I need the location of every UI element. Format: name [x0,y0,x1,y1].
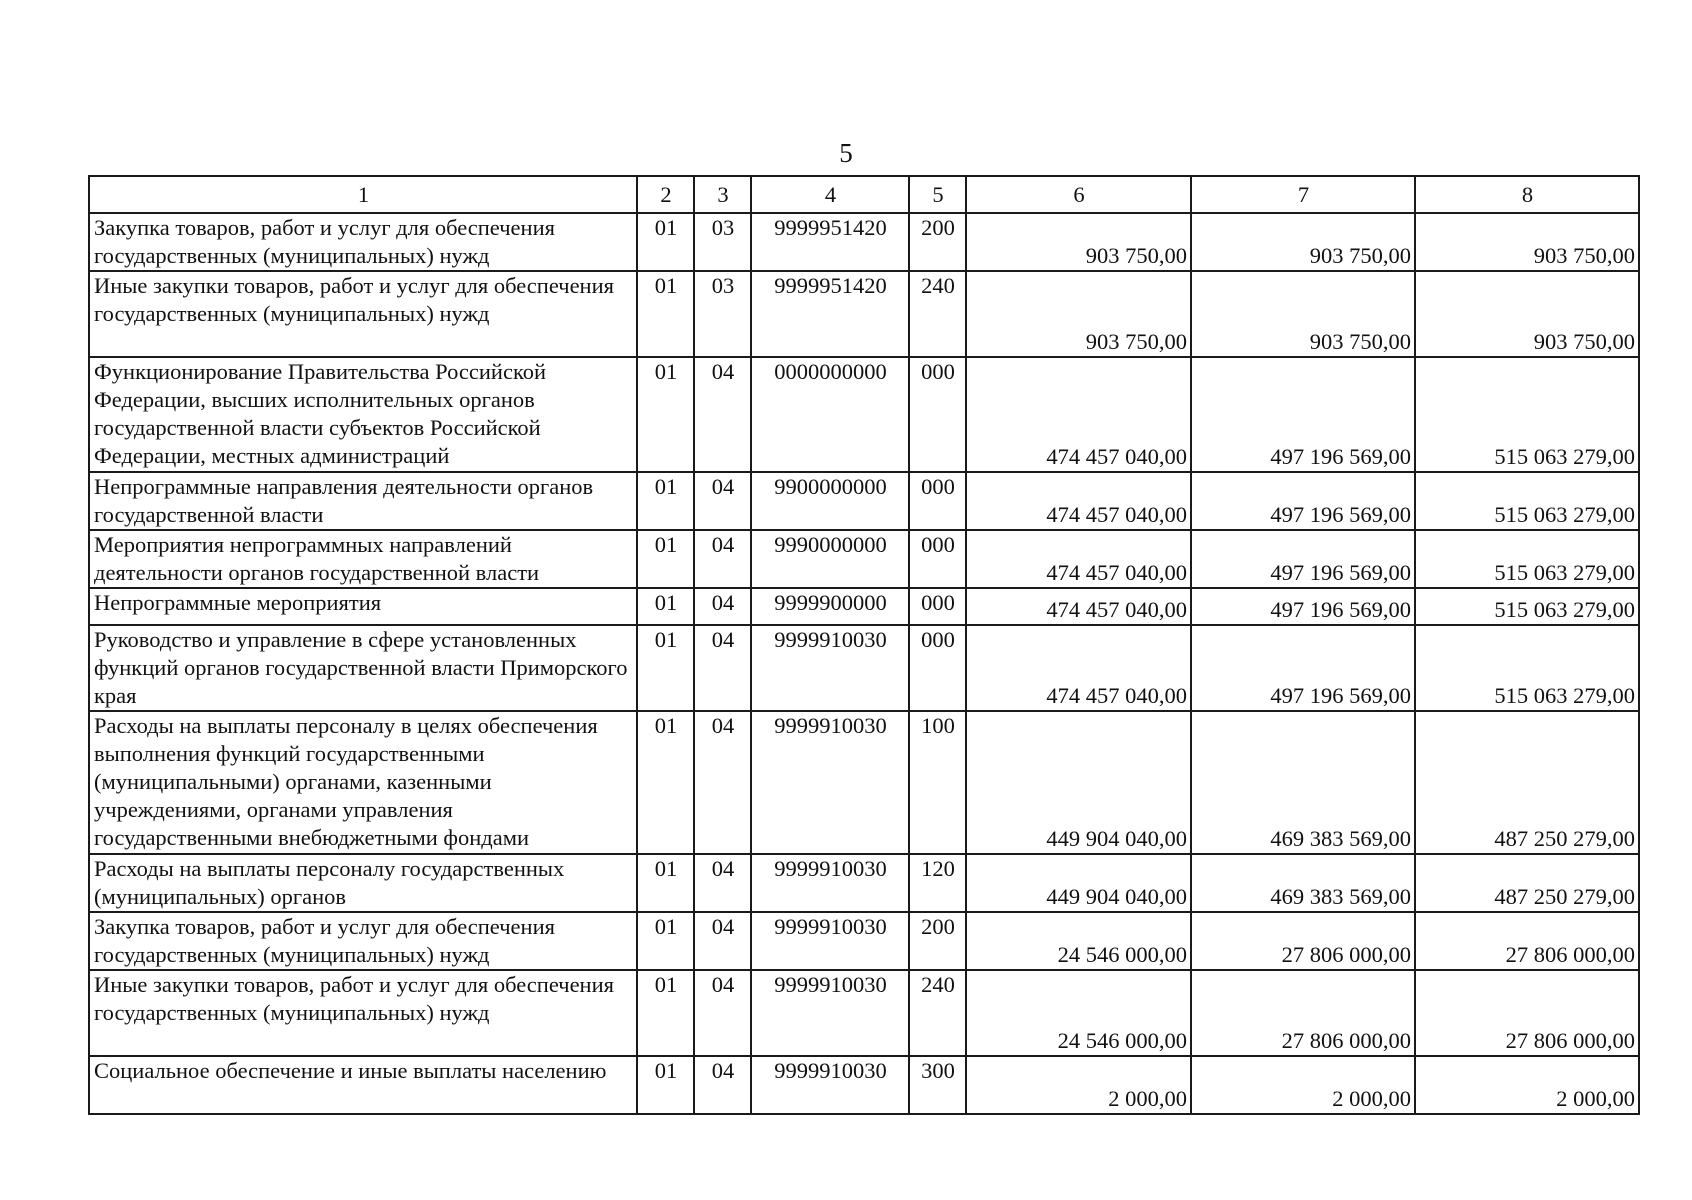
amount-col-7: 27 806 000,00 [1191,912,1415,970]
page-number: 5 [839,138,853,168]
amount-col-6: 474 457 040,00 [966,625,1191,711]
expense-type-code: 000 [909,530,966,588]
expense-type-code: 200 [909,912,966,970]
amount-col-6: 903 750,00 [966,213,1191,271]
target-article-code: 9999951420 [751,213,909,271]
section-code: 01 [637,271,694,357]
section-code: 01 [637,625,694,711]
expense-name: Закупка товаров, работ и услуг для обеспечения государственных (муниципальных) нужд [89,912,637,970]
amount-col-8: 27 806 000,00 [1415,912,1639,970]
target-article-code: 9999910030 [751,854,909,912]
column-header-8: 8 [1415,176,1639,213]
section-code: 01 [637,711,694,854]
expense-type-code: 000 [909,357,966,472]
target-article-code: 9900000000 [751,472,909,530]
target-article-code: 9999910030 [751,1056,909,1114]
amount-col-7: 497 196 569,00 [1191,530,1415,588]
target-article-code: 9999900000 [751,588,909,625]
budget-table [88,175,1640,1115]
section-code: 01 [637,472,694,530]
amount-col-7: 497 196 569,00 [1191,625,1415,711]
table-row [89,854,1639,912]
expense-type-code: 100 [909,711,966,854]
header-row [89,176,1639,213]
target-article-code: 9990000000 [751,530,909,588]
expense-name: Непрограммные направления деятельности органов государственной власти [89,472,637,530]
amount-col-8: 515 063 279,00 [1415,625,1639,711]
amount-col-8: 27 806 000,00 [1415,970,1639,1056]
amount-col-6: 474 457 040,00 [966,588,1191,625]
table-row [89,1056,1639,1114]
column-header-5: 5 [909,176,966,213]
subsection-code: 03 [694,213,751,271]
expense-name: Иные закупки товаров, работ и услуг для обеспечения государственных (муниципальных) нужд [89,970,637,1056]
expense-type-code: 000 [909,472,966,530]
expense-name: Непрограммные мероприятия [89,588,637,625]
table-row [89,213,1639,271]
subsection-code: 03 [694,271,751,357]
subsection-code: 04 [694,912,751,970]
column-header-6: 6 [966,176,1191,213]
section-code: 01 [637,588,694,625]
amount-col-8: 515 063 279,00 [1415,588,1639,625]
table-row [89,711,1639,854]
section-code: 01 [637,213,694,271]
table-row [89,625,1639,711]
section-code: 01 [637,912,694,970]
table-row [89,357,1639,472]
subsection-code: 04 [694,530,751,588]
amount-col-8: 487 250 279,00 [1415,711,1639,854]
amount-col-6: 903 750,00 [966,271,1191,357]
table-row [89,970,1639,1056]
amount-col-8: 2 000,00 [1415,1056,1639,1114]
table-row [89,530,1639,588]
expense-name: Мероприятия непрограммных направлений деятельности органов государственной власти [89,530,637,588]
amount-col-8: 515 063 279,00 [1415,530,1639,588]
amount-col-6: 474 457 040,00 [966,357,1191,472]
target-article-code: 9999910030 [751,711,909,854]
amount-col-6: 24 546 000,00 [966,912,1191,970]
amount-col-7: 497 196 569,00 [1191,588,1415,625]
amount-col-6: 449 904 040,00 [966,711,1191,854]
subsection-code: 04 [694,588,751,625]
amount-col-6: 2 000,00 [966,1056,1191,1114]
expense-name: Закупка товаров, работ и услуг для обеспечения государственных (муниципальных) нужд [89,213,637,271]
expense-type-code: 240 [909,271,966,357]
section-code: 01 [637,970,694,1056]
expense-type-code: 000 [909,588,966,625]
expense-type-code: 000 [909,625,966,711]
amount-col-6: 24 546 000,00 [966,970,1191,1056]
target-article-code: 9999951420 [751,271,909,357]
expense-name: Иные закупки товаров, работ и услуг для обеспечения государственных (муниципальных) нужд [89,271,637,357]
subsection-code: 04 [694,472,751,530]
section-code: 01 [637,357,694,472]
column-header-7: 7 [1191,176,1415,213]
expense-type-code: 240 [909,970,966,1056]
subsection-code: 04 [694,711,751,854]
amount-col-7: 469 383 569,00 [1191,711,1415,854]
subsection-code: 04 [694,854,751,912]
column-header-4: 4 [751,176,909,213]
amount-col-8: 515 063 279,00 [1415,357,1639,472]
amount-col-7: 903 750,00 [1191,271,1415,357]
column-header-3: 3 [694,176,751,213]
expense-type-code: 200 [909,213,966,271]
expense-name: Социальное обеспечение и иные выплаты населению [89,1056,637,1114]
target-article-code: 9999910030 [751,912,909,970]
expense-name: Расходы на выплаты персоналу в целях обеспечения выполнения функций государственными (муниципальными) органами, казенными учреждениями, органами управления государственными внебюджетными фондами [89,711,637,854]
target-article-code: 9999910030 [751,970,909,1056]
expense-name: Руководство и управление в сфере установленных функций органов государственной власти Приморского края [89,625,637,711]
section-code: 01 [637,1056,694,1114]
amount-col-6: 449 904 040,00 [966,854,1191,912]
column-header-1: 1 [89,176,637,213]
amount-col-8: 903 750,00 [1415,271,1639,357]
section-code: 01 [637,530,694,588]
target-article-code: 9999910030 [751,625,909,711]
expense-name: Расходы на выплаты персоналу государственных (муниципальных) органов [89,854,637,912]
section-code: 01 [637,854,694,912]
column-header-2: 2 [637,176,694,213]
subsection-code: 04 [694,625,751,711]
amount-col-8: 903 750,00 [1415,213,1639,271]
subsection-code: 04 [694,970,751,1056]
amount-col-7: 903 750,00 [1191,213,1415,271]
amount-col-7: 469 383 569,00 [1191,854,1415,912]
amount-col-6: 474 457 040,00 [966,530,1191,588]
subsection-code: 04 [694,357,751,472]
target-article-code: 0000000000 [751,357,909,472]
table-row [89,912,1639,970]
expense-type-code: 300 [909,1056,966,1114]
expense-type-code: 120 [909,854,966,912]
table-row [89,588,1639,625]
amount-col-8: 487 250 279,00 [1415,854,1639,912]
table-row [89,472,1639,530]
expense-name: Функционирование Правительства Российской Федерации, высших исполнительных органов государственной власти субъектов Российской Федерации, местных администраций [89,357,637,472]
amount-col-7: 27 806 000,00 [1191,970,1415,1056]
amount-col-7: 497 196 569,00 [1191,357,1415,472]
amount-col-6: 474 457 040,00 [966,472,1191,530]
amount-col-7: 497 196 569,00 [1191,472,1415,530]
table-row [89,271,1639,357]
subsection-code: 04 [694,1056,751,1114]
amount-col-8: 515 063 279,00 [1415,472,1639,530]
amount-col-7: 2 000,00 [1191,1056,1415,1114]
